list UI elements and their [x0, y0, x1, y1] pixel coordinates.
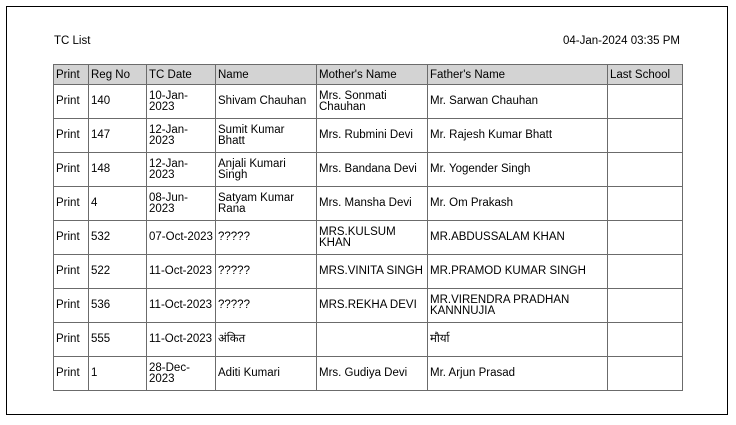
print-link[interactable]: Print: [54, 289, 89, 323]
name-cell: Sumit Kumar Bhatt: [216, 119, 317, 153]
table-row: [54, 85, 683, 119]
table-row: [54, 255, 683, 289]
mothers-name-cell: Mrs. Rubmini Devi: [317, 119, 428, 153]
tc-list-table: [53, 64, 683, 391]
report-datetime: 04-Jan-2024 03:35 PM: [563, 35, 680, 47]
name-cell: ?????: [216, 289, 317, 323]
column-header-fathers-name: Father's Name: [428, 65, 608, 85]
mothers-name-cell: Mrs. Sonmati Chauhan: [317, 85, 428, 119]
name-cell: Aditi Kumari: [216, 357, 317, 391]
print-link[interactable]: Print: [54, 187, 89, 221]
mothers-name-cell: Mrs. Bandana Devi: [317, 153, 428, 187]
reg-no-cell: 4: [89, 187, 147, 221]
table-header-row: [54, 65, 683, 85]
print-link[interactable]: Print: [54, 221, 89, 255]
print-link[interactable]: Print: [54, 119, 89, 153]
reg-no-cell: 536: [89, 289, 147, 323]
mothers-name-cell: Mrs. Mansha Devi: [317, 187, 428, 221]
name-cell: Shivam Chauhan: [216, 85, 317, 119]
last-school-cell: [608, 85, 683, 119]
column-header-mothers-name: Mother's Name: [317, 65, 428, 85]
fathers-name-cell: MR.ABDUSSALAM KHAN: [428, 221, 608, 255]
mothers-name-cell: MRS.KULSUM KHAN: [317, 221, 428, 255]
fathers-name-cell: MR.VIRENDRA PRADHAN KANNNUJIA: [428, 289, 608, 323]
tc-date-cell: 11-Oct-2023: [147, 323, 216, 357]
name-cell: अंकित: [216, 323, 317, 357]
report-title: TC List: [54, 35, 91, 47]
fathers-name-cell: Mr. Sarwan Chauhan: [428, 85, 608, 119]
print-link[interactable]: Print: [54, 255, 89, 289]
mothers-name-cell: Mrs. Gudiya Devi: [317, 357, 428, 391]
print-link[interactable]: Print: [54, 357, 89, 391]
column-header-name: Name: [216, 65, 317, 85]
last-school-cell: [608, 119, 683, 153]
last-school-cell: [608, 289, 683, 323]
tc-date-cell: 11-Oct-2023: [147, 255, 216, 289]
last-school-cell: [608, 323, 683, 357]
tc-date-cell: 07-Oct-2023: [147, 221, 216, 255]
tc-date-cell: 10-Jan-2023: [147, 85, 216, 119]
print-link[interactable]: Print: [54, 323, 89, 357]
last-school-cell: [608, 153, 683, 187]
mothers-name-cell: MRS.VINITA SINGH: [317, 255, 428, 289]
mothers-name-cell: MRS.REKHA DEVI: [317, 289, 428, 323]
reg-no-cell: 555: [89, 323, 147, 357]
name-cell: ?????: [216, 255, 317, 289]
fathers-name-cell: मौर्या: [428, 323, 608, 357]
print-link[interactable]: Print: [54, 153, 89, 187]
column-header-print: Print: [54, 65, 89, 85]
reg-no-cell: 148: [89, 153, 147, 187]
reg-no-cell: 1: [89, 357, 147, 391]
table-row: [54, 187, 683, 221]
name-cell: Satyam Kumar Rana: [216, 187, 317, 221]
mothers-name-cell: [317, 323, 428, 357]
fathers-name-cell: MR.PRAMOD KUMAR SINGH: [428, 255, 608, 289]
tc-date-cell: 28-Dec-2023: [147, 357, 216, 391]
table-row: [54, 119, 683, 153]
last-school-cell: [608, 187, 683, 221]
tc-date-cell: 11-Oct-2023: [147, 289, 216, 323]
tc-date-cell: 08-Jun-2023: [147, 187, 216, 221]
print-link[interactable]: Print: [54, 85, 89, 119]
reg-no-cell: 522: [89, 255, 147, 289]
name-cell: ?????: [216, 221, 317, 255]
table-row: [54, 221, 683, 255]
table-row: [54, 323, 683, 357]
reg-no-cell: 140: [89, 85, 147, 119]
reg-no-cell: 147: [89, 119, 147, 153]
column-header-tc-date: TC Date: [147, 65, 216, 85]
table-row: [54, 153, 683, 187]
name-cell: Anjali Kumari Singh: [216, 153, 317, 187]
column-header-last-school: Last School: [608, 65, 683, 85]
last-school-cell: [608, 221, 683, 255]
fathers-name-cell: Mr. Yogender Singh: [428, 153, 608, 187]
last-school-cell: [608, 255, 683, 289]
table-row: [54, 357, 683, 391]
tc-date-cell: 12-Jan-2023: [147, 153, 216, 187]
fathers-name-cell: Mr. Arjun Prasad: [428, 357, 608, 391]
column-header-reg-no: Reg No: [89, 65, 147, 85]
fathers-name-cell: Mr. Om Prakash: [428, 187, 608, 221]
last-school-cell: [608, 357, 683, 391]
tc-date-cell: 12-Jan-2023: [147, 119, 216, 153]
table-row: [54, 289, 683, 323]
reg-no-cell: 532: [89, 221, 147, 255]
fathers-name-cell: Mr. Rajesh Kumar Bhatt: [428, 119, 608, 153]
